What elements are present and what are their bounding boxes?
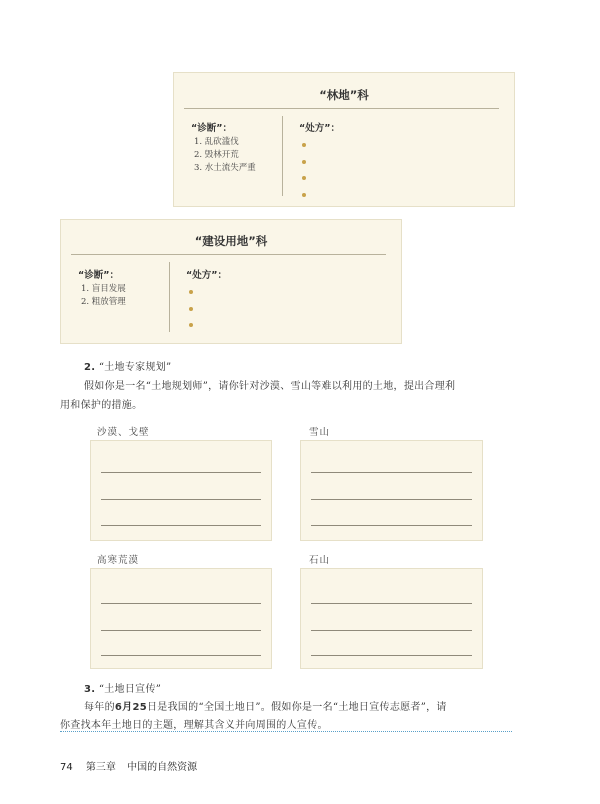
section2-paragraph-line2: 用和保护的措施。 bbox=[60, 400, 143, 411]
construction-card-divider bbox=[71, 254, 386, 255]
bullet-item[interactable] bbox=[189, 286, 339, 303]
answer-line bbox=[311, 472, 472, 473]
forest-card-title: “林地”科 bbox=[319, 88, 369, 102]
answer-line bbox=[101, 655, 261, 656]
answer-line bbox=[311, 655, 472, 656]
section3-number: 3. bbox=[84, 684, 96, 695]
answer-line bbox=[101, 499, 261, 500]
bullet-icon bbox=[302, 160, 306, 164]
page-number: 74 bbox=[60, 762, 73, 773]
section3-paragraph-line1 bbox=[84, 698, 447, 713]
page-footer bbox=[60, 758, 197, 773]
answer-line bbox=[311, 525, 472, 526]
section2-title: “土地专家规划” bbox=[98, 362, 172, 373]
construction-prescription-label: “处方”： bbox=[186, 270, 227, 281]
bullet-icon bbox=[189, 323, 193, 327]
answer-line bbox=[101, 630, 261, 631]
snow-label: 雪山 bbox=[309, 427, 331, 438]
bullet-icon bbox=[302, 193, 306, 197]
construction-diagnosis-list bbox=[81, 283, 126, 309]
rock-label: 石山 bbox=[309, 555, 331, 566]
cold-desert-label: 高寒荒漠 bbox=[97, 555, 140, 566]
snow-answer-box[interactable] bbox=[300, 440, 483, 541]
bullet-icon bbox=[189, 307, 193, 311]
bullet-item[interactable] bbox=[302, 172, 452, 189]
construction-card-vertical-divider bbox=[169, 262, 170, 332]
forest-prescription-bullets bbox=[302, 139, 452, 205]
forest-card-divider bbox=[184, 108, 499, 109]
diagnosis-item: 2. 毁林开荒 bbox=[194, 150, 239, 160]
bullet-item[interactable] bbox=[189, 319, 339, 336]
section3-text: 每年的 bbox=[84, 702, 115, 713]
bullet-icon bbox=[302, 143, 306, 147]
diagnosis-item: 1. 乱砍滥伐 bbox=[194, 137, 239, 147]
bullet-icon bbox=[189, 290, 193, 294]
diagnosis-item: 2. 粗放管理 bbox=[81, 297, 126, 307]
chapter-number: 第三章 bbox=[85, 762, 116, 773]
desert-answer-box[interactable] bbox=[90, 440, 272, 541]
bullet-item[interactable] bbox=[189, 303, 339, 320]
answer-line bbox=[311, 630, 472, 631]
forest-diagnosis-label: “诊断”： bbox=[191, 123, 232, 134]
answer-line bbox=[311, 499, 472, 500]
construction-card bbox=[60, 219, 402, 344]
construction-diagnosis-label: “诊断”： bbox=[78, 270, 119, 281]
bullet-item[interactable] bbox=[302, 189, 452, 206]
rock-answer-box[interactable] bbox=[300, 568, 483, 669]
bullet-item[interactable] bbox=[302, 156, 452, 173]
section3-text: 日是我国的“全国土地日”。假如你是一名“土地日宣传志愿者”，请 bbox=[146, 702, 447, 713]
section3-paragraph-line2: 你查找本年土地日的主题，理解其含义并向周围的人宣传。 bbox=[60, 720, 328, 731]
diagnosis-item: 3. 水土流失严重 bbox=[194, 163, 256, 173]
diagnosis-item: 1. 盲目发展 bbox=[81, 284, 126, 294]
section3-heading bbox=[84, 680, 161, 695]
construction-prescription-bullets bbox=[189, 286, 339, 336]
construction-card-title: “建设用地”科 bbox=[194, 234, 268, 248]
forest-diagnosis-list bbox=[194, 136, 256, 175]
section2-number: 2. bbox=[84, 362, 96, 373]
bullet-item[interactable] bbox=[302, 139, 452, 156]
answer-line bbox=[311, 603, 472, 604]
bullet-icon bbox=[302, 176, 306, 180]
forest-prescription-label: “处方”： bbox=[299, 123, 340, 134]
answer-line bbox=[101, 472, 261, 473]
page-divider bbox=[60, 731, 512, 732]
cold-desert-answer-box[interactable] bbox=[90, 568, 272, 669]
desert-label: 沙漠、戈壁 bbox=[97, 427, 150, 438]
land-day-date: 6月25 bbox=[114, 702, 147, 713]
answer-line bbox=[101, 525, 261, 526]
section3-title: “土地日宣传” bbox=[98, 684, 162, 695]
answer-line bbox=[101, 603, 261, 604]
section2-heading bbox=[84, 358, 171, 373]
forest-card-vertical-divider bbox=[282, 116, 283, 196]
chapter-title: 中国的自然资源 bbox=[127, 762, 198, 773]
forest-card bbox=[173, 72, 515, 207]
section2-paragraph-line1: 假如你是一名“土地规划师”，请你针对沙漠、雪山等难以利用的土地，提出合理利 bbox=[84, 381, 456, 392]
